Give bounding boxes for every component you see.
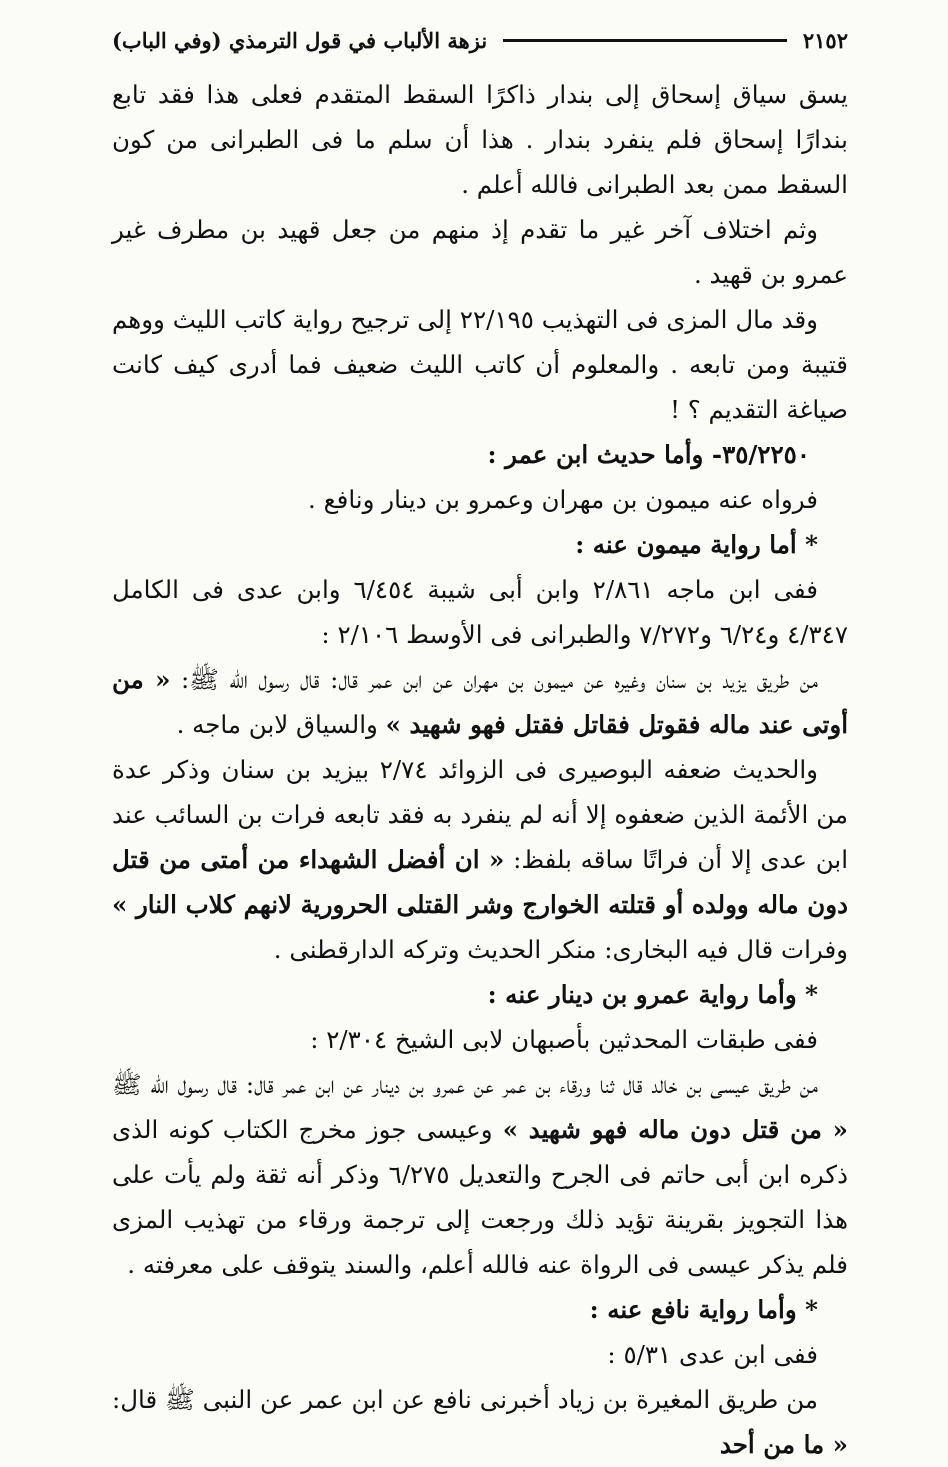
paragraph-sources-maymun: ففى ابن ماجه ٢/٨٦١ وابن أبى شيبة ٦/٤٥٤ وابن عدى فى الكامل ٤/٣٤٧ و٦/٢٤ و٧/٢٧٢ والطبرانى فى الأوسط ٢/١٠٦ : (112, 575, 848, 649)
paragraph-sources-amr: ففى طبقات المحدثين بأصبهان لابى الشيخ ٢/٣٠٤ : (310, 1025, 818, 1054)
subheading-maymun: * أما رواية ميمون عنه : (575, 530, 818, 559)
paragraph-mizzi: وقد مال المزى فى التهذيب ٢٢/١٩٥ إلى ترجيح رواية كاتب الليث ووهم قتيبة ومن تابعه . والمعلوم أن كاتب الليث ضعيف فما أدرى كيف كانت صياغة التقديم ؟ ! (112, 305, 848, 424)
subheading-amr: * وأما رواية عمرو بن دينار عنه : (487, 980, 818, 1009)
paragraph-variant-note: وثم اختلاف آخر غير ما تقدم إذ منهم من جعل قهيد بن مطرف غير عمرو بن قهيد . (112, 215, 848, 289)
paragraph-isnad-mughira: من طريق المغيرة بن زياد أخبرنى نافع عن ابن عمر عن النبى ﷺ قال: « ما من أحد (112, 1385, 848, 1459)
header-rule (503, 39, 787, 42)
hadith-text: « من أوتى عند ماله فقوتل فقاتل فقتل فهو شهيد » (112, 665, 848, 739)
paragraph-isnad-yazid: من طريق يزيد بن سنان وغيره عن ميمون بن مهران عن ابن عمر قال: قال رسول الله ﷺ: « من أوتى عند ماله فقوتل فقاتل فقتل فهو شهيد » والسياق لابن ماجه . (112, 665, 848, 739)
continuation-paragraph: يسق سياق إسحاق إلى بندار ذاكرًا السقط المتقدم فعلى هذا فقد تابع بندارًا إسحاق فلم ينفرد بندار . هذا أن سلم ما فى الطبرانى من كون السقط ممن بعد الطبرانى فالله أعلم . (112, 80, 848, 199)
subheading-nafi: * وأما رواية نافع عنه : (589, 1295, 818, 1324)
page-number: ٢١٥٢ (802, 27, 848, 53)
page-body (112, 72, 848, 1467)
page-header (112, 18, 848, 62)
running-title: نزهة الألباب في قول الترمذي (وفي الباب) (112, 27, 488, 53)
paragraph-busiri: والحديث ضعفه البوصيرى فى الزوائد ٢/٧٤ بيزيد بن سنان وذكر عدة من الأئمة الذين ضعفوه إلا أنه لم ينفرد به فقد تابعه فرات بن السائب عند ابن عدى إلا أن فراتًا ساقه بلفظ: « ان أفضل الشهداء من أمتى من قتل دون ماله وولده أو قتلته الخوارج وشر القتلى الحرورية لانهم كلاب النار » وفرات قال فيه البخارى: منكر الحديث وتركه الدارقطنى . (112, 755, 848, 964)
hadith-text: « ان أفضل الشهداء من أمتى من قتل دون ماله وولده أو قتلته الخوارج وشر القتلى الحرورية لانهم كلاب النار » (112, 845, 848, 919)
paragraph-isnad-isa: من طريق عيسى بن خالد قال ثنا ورقاء بن عمر عن عمرو بن دينار عن ابن عمر قال: قال رسول الله ﷺ « من قتل دون ماله فهو شهيد » وعيسى جوز مخرج الكتاب كونه الذى ذكره ابن أبى حاتم فى الجرح والتعديل ٦/٢٧٥ وذكر أنه ثقة ولم يأت على هذا التجويز بقرينة تؤيد ذلك ورجعت إلى ترجمة ورقاء من تهذيب المزى فلم يذكر عيسى فى الرواة عنه فالله أعلم، والسند يتوقف على معرفته . (112, 1070, 848, 1279)
hadith-text: « من قتل دون ماله فهو شهيد » (502, 1115, 848, 1144)
paragraph-sources-nafi: ففى ابن عدى ٥/٣١ : (607, 1340, 818, 1369)
hadith-heading: ٣٥/٢٢٥٠- وأما حديث ابن عمر : (487, 440, 810, 469)
hadith-text: « ما من أحد (719, 1430, 848, 1459)
paragraph-narrators: فرواه عنه ميمون بن مهران وعمرو بن دينار ونافع . (308, 485, 818, 514)
